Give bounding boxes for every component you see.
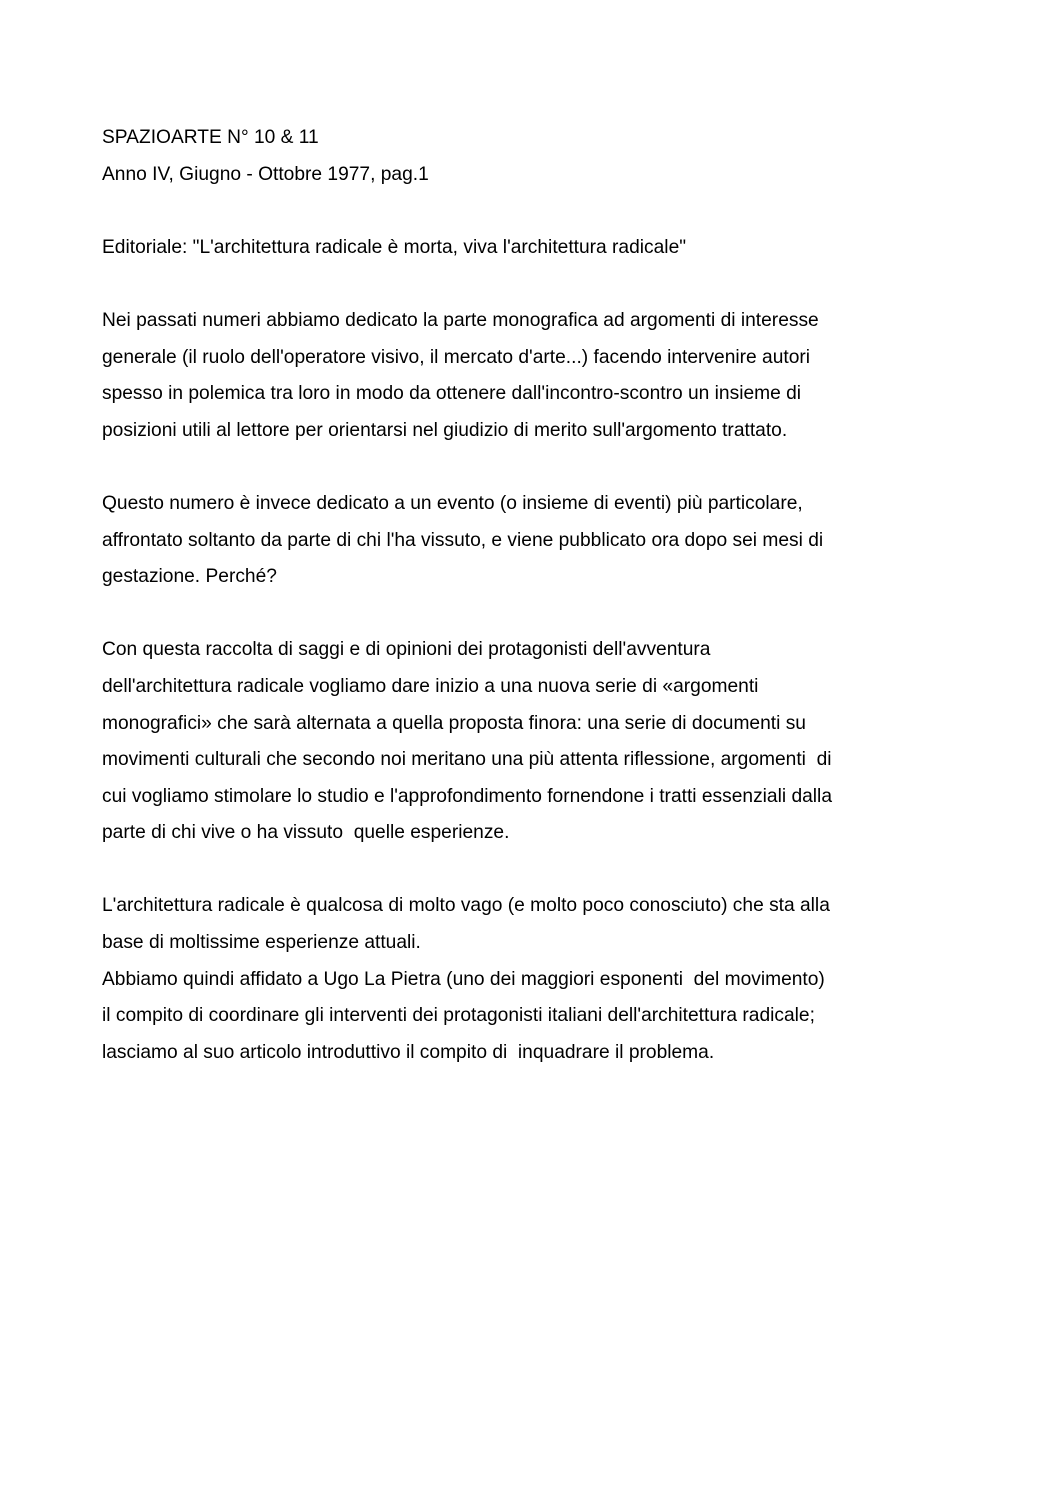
- spacer: [102, 449, 982, 486]
- paragraph-line: parte di chi vive o ha vissuto quelle esperienze.: [102, 822, 510, 844]
- spacer: [102, 193, 982, 230]
- paragraph-line: base di moltissime esperienze attuali.: [102, 932, 421, 954]
- document-body: [102, 120, 982, 1071]
- paragraph-line: Nei passati numeri abbiamo dedicato la parte monografica ad argomenti di interesse: [102, 309, 819, 331]
- paragraph-line: dell'architettura radicale vogliamo dare inizio a una nuova serie di «argomenti: [102, 675, 759, 697]
- spacer: [102, 266, 982, 303]
- paragraph-line: Abbiamo quindi affidato a Ugo La Pietra (uno dei maggiori esponenti del movimento): [102, 968, 825, 990]
- paragraph-3: [102, 632, 982, 852]
- paragraph-line: Questo numero è invece dedicato a un evento (o insieme di eventi) più particolare,: [102, 492, 803, 514]
- paragraph-line: posizioni utili al lettore per orientarsi nel giudizio di merito sull'argomento trattato.: [102, 419, 788, 441]
- spacer: [102, 852, 982, 889]
- paragraph-line: lasciamo al suo articolo introduttivo il compito di inquadrare il problema.: [102, 1041, 715, 1063]
- issue-info: Anno IV, Giugno - Ottobre 1977, pag.1: [102, 163, 429, 185]
- paragraph-2: [102, 486, 982, 596]
- paragraph-line: generale (il ruolo dell'operatore visivo, il mercato d'arte...) facendo intervenire autori: [102, 346, 811, 368]
- paragraph-line: gestazione. Perché?: [102, 566, 277, 588]
- paragraph-1: [102, 303, 982, 449]
- spacer: [102, 596, 982, 633]
- paragraph-4: [102, 888, 982, 1071]
- paragraph-line: movimenti culturali che secondo noi meritano una più attenta riflessione, argomenti di: [102, 749, 832, 771]
- paragraph-line: affrontato soltanto da parte di chi l'ha vissuto, e viene pubblicato ora dopo sei mesi di: [102, 529, 824, 551]
- paragraph-line: monografici» che sarà alternata a quella proposta finora: una serie di documenti su: [102, 712, 806, 734]
- paragraph-line: spesso in polemica tra loro in modo da ottenere dall'incontro-scontro un insieme di: [102, 383, 802, 405]
- paragraph-line: il compito di coordinare gli interventi dei protagonisti italiani dell'architettura radicale;: [102, 1005, 815, 1027]
- magazine-title: SPAZIOARTE N° 10 & 11: [102, 127, 319, 148]
- editorial-title: Editoriale: "L'architettura radicale è morta, viva l'architettura radicale": [102, 236, 687, 258]
- paragraph-line: L'architettura radicale è qualcosa di molto vago (e molto poco conosciuto) che sta alla: [102, 895, 830, 917]
- paragraph-line: cui vogliamo stimolare lo studio e l'approfondimento fornendone i tratti essenziali dalla: [102, 785, 832, 807]
- paragraph-line: Con questa raccolta di saggi e di opinioni dei protagonisti dell'avventura: [102, 639, 711, 661]
